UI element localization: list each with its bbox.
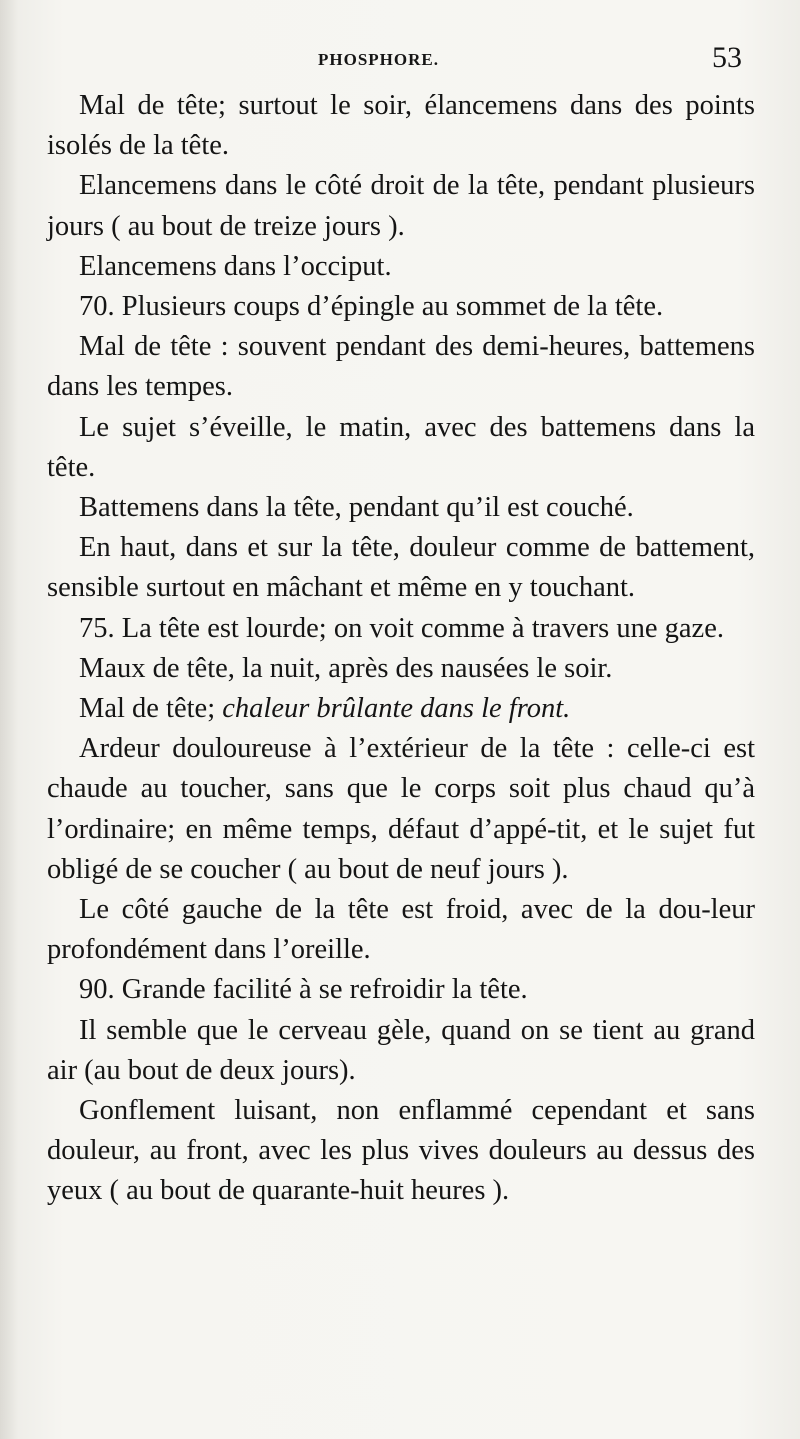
paragraph-4: 70. Plusieurs coups d’épingle au sommet de la tête. xyxy=(79,291,664,323)
paragraph-16: Gonflement luisant, non enflammé cependant et sans douleur, au front, avec les plus vives douleurs au dessus des yeux ( au bout de quarante-huit heures ). xyxy=(47,1095,755,1207)
paragraph-12: Ardeur douloureuse à l’extérieur de la tête : celle-ci est chaude au toucher, sans que le corps soit plus chaud qu’à l’ordinaire; en même temps, défaut d’appé-tit, et le sujet fut obligé de se coucher ( au bout de neuf jours ). xyxy=(47,733,755,885)
paragraph-2: Elancemens dans le côté droit de la tête, pendant plusieurs jours ( au bout de treize jours ). xyxy=(47,170,755,242)
page-number: 53 xyxy=(712,41,742,74)
paragraph-10: Maux de tête, la nuit, après des nausées le soir. xyxy=(79,652,613,684)
body-text xyxy=(47,86,755,1212)
paragraph-8: En haut, dans et sur la tête, douleur comme de battement, sensible surtout en mâchant et même en y touchant. xyxy=(47,532,755,604)
page-gutter-shadow xyxy=(0,0,18,1439)
paragraph-3: Elancemens dans l’occiput. xyxy=(79,250,392,282)
paragraph-11-prefix: Mal de tête; xyxy=(79,693,223,725)
paragraph-11 xyxy=(47,689,755,729)
paragraph-5: Mal de tête : souvent pendant des demi-heures, battemens dans les tempes. xyxy=(47,331,755,403)
page-header xyxy=(0,38,800,78)
paragraph-11-italic: chaleur brûlante dans le front. xyxy=(222,693,571,725)
paragraph-7: Battemens dans la tête, pendant qu’il est couché. xyxy=(79,492,634,524)
paragraph-14: 90. Grande facilité à se refroidir la tête. xyxy=(79,974,528,1006)
paragraph-1: Mal de tête; surtout le soir, élancemens dans des points isolés de la tête. xyxy=(47,90,755,162)
paragraph-9: 75. La tête est lourde; on voit comme à travers une gaze. xyxy=(79,612,724,644)
paragraph-6: Le sujet s’éveille, le matin, avec des battemens dans la tête. xyxy=(47,411,755,483)
running-head: PHOSPHORE. xyxy=(318,50,439,69)
paragraph-13: Le côté gauche de la tête est froid, avec de la dou-leur profondément dans l’oreille. xyxy=(47,894,755,966)
paragraph-15: Il semble que le cerveau gèle, quand on se tient au grand air (au bout de deux jours). xyxy=(47,1014,755,1086)
